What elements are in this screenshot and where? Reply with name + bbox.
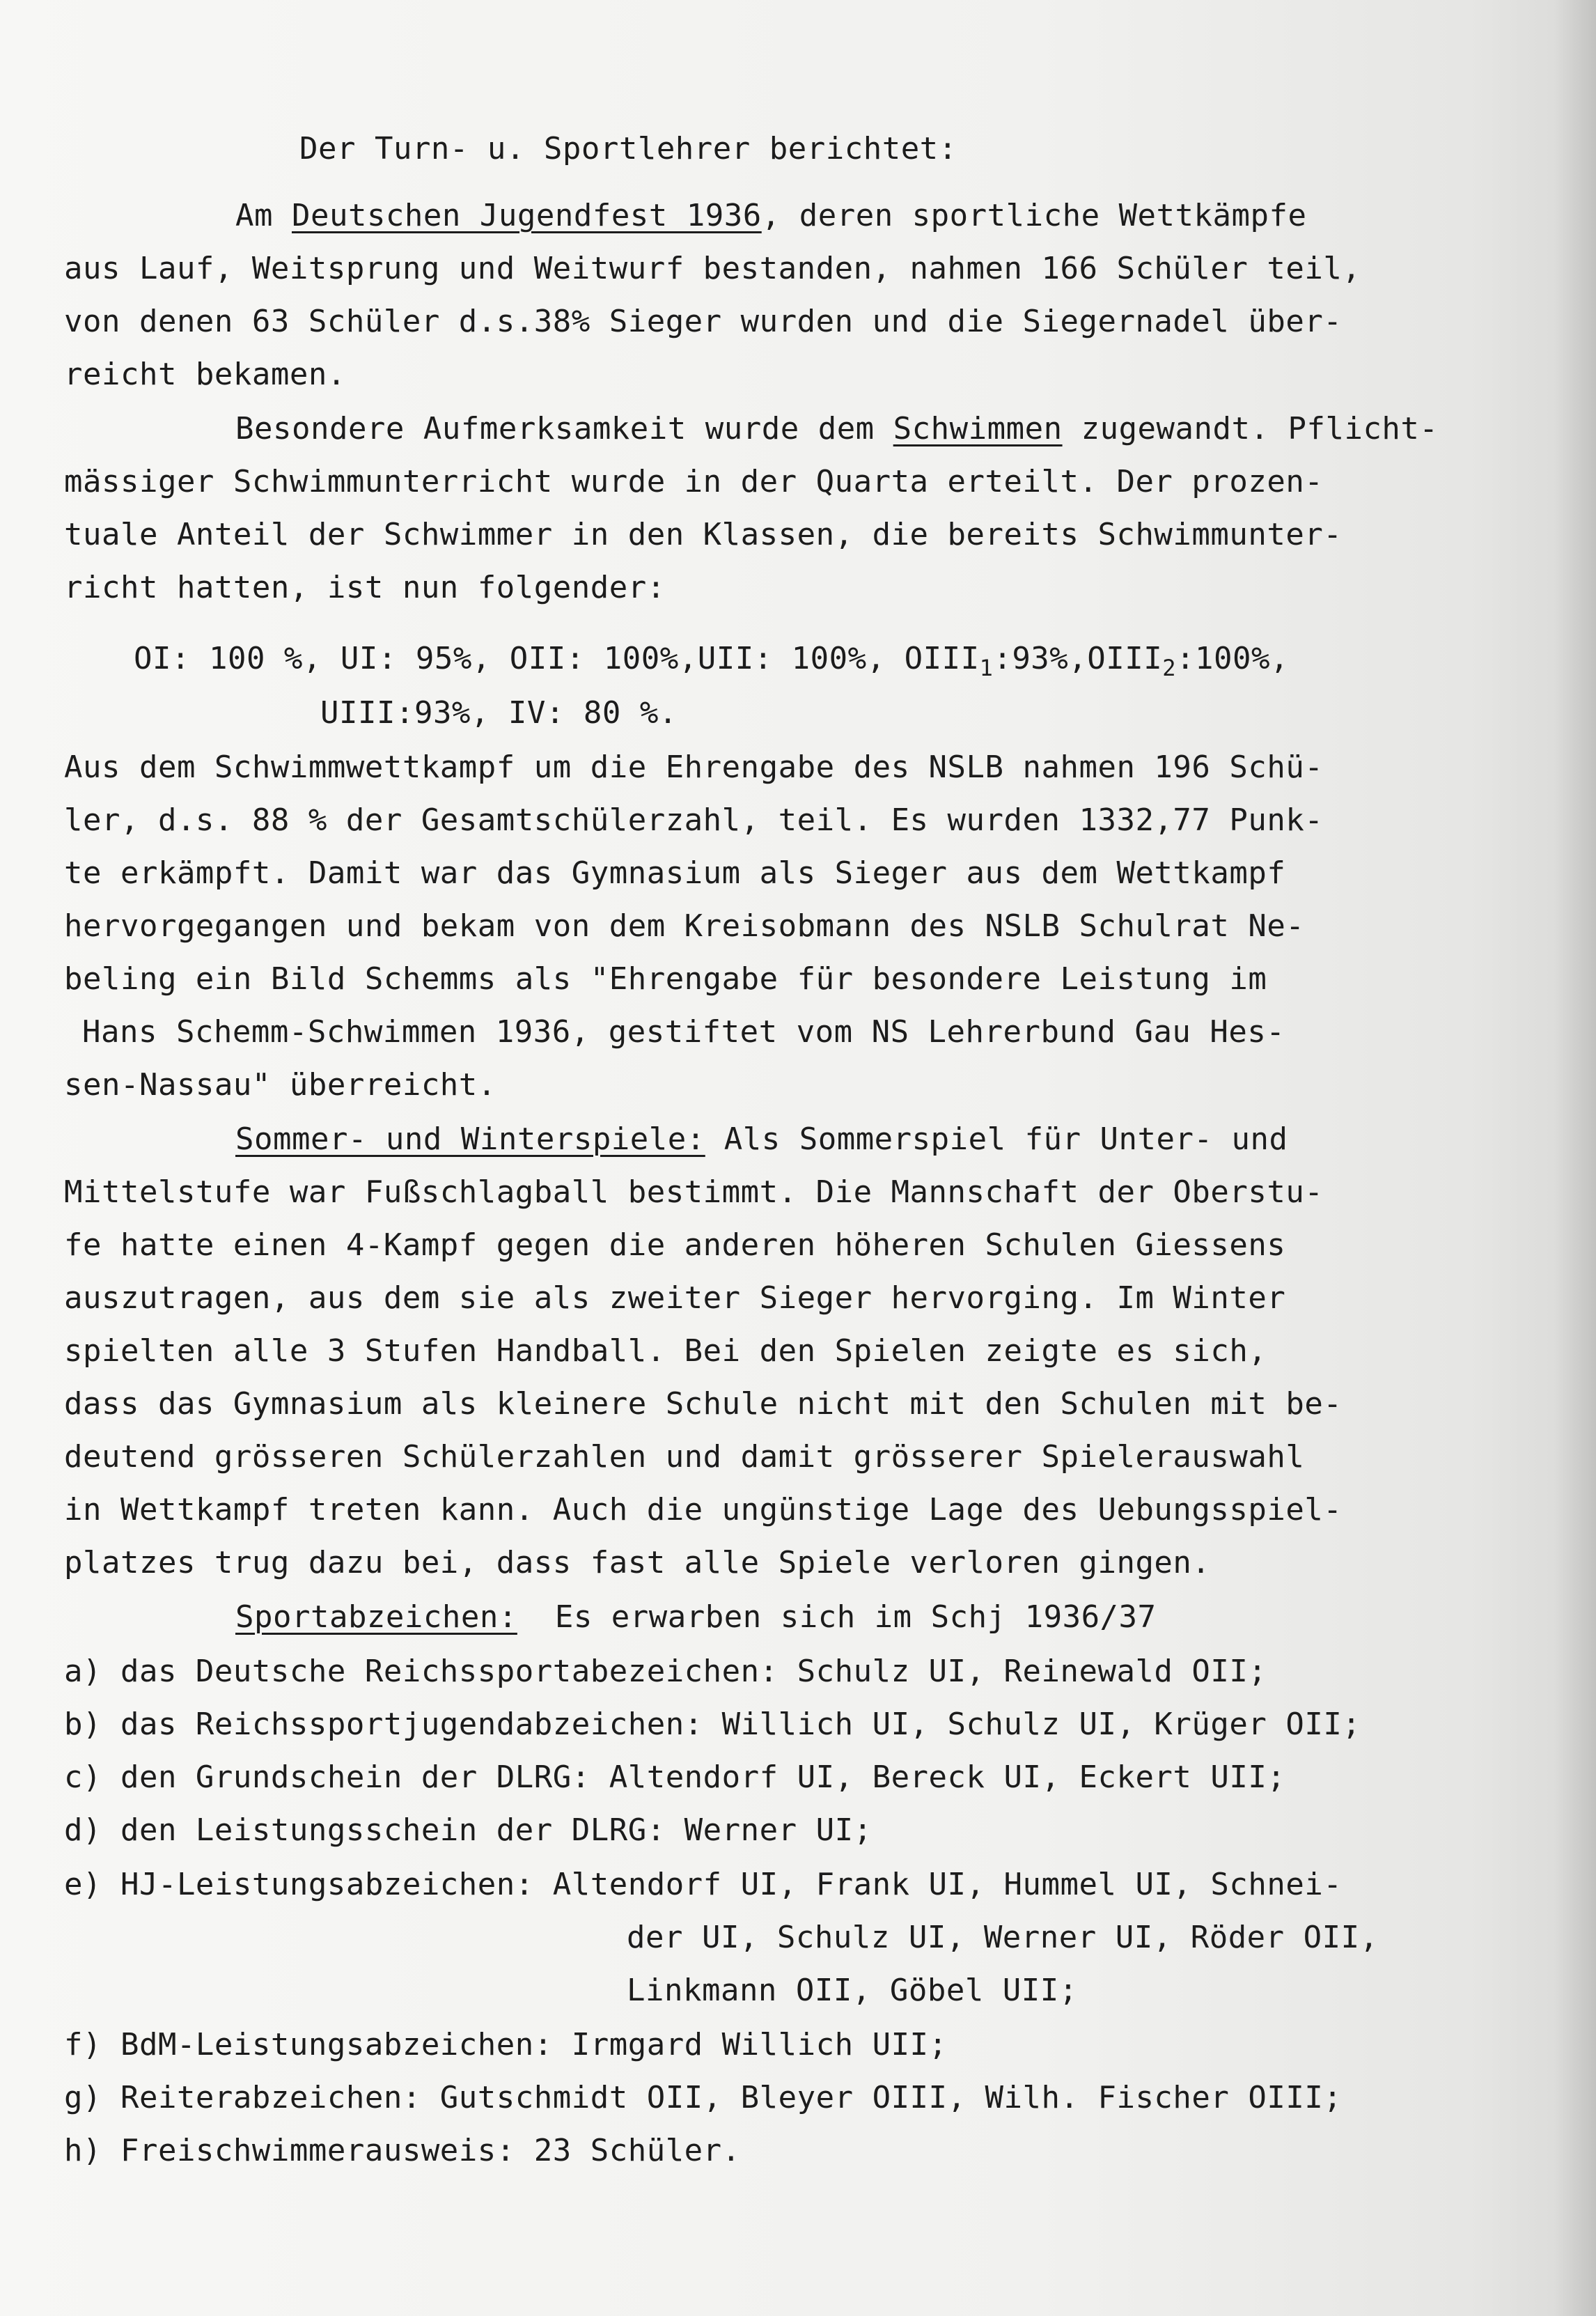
swim-percentages-line-2: UIII:93%, IV: 80 %.: [320, 695, 678, 731]
paragraph-2-line-1: Besondere Aufmerksamkeit wurde dem Schwimmen zugewandt. Pflicht-: [235, 411, 1439, 446]
paragraph-4-line-3: fe hatte einen 4-Kampf gegen die anderen höheren Schulen Giessens: [64, 1227, 1286, 1263]
paragraph-4-line-1: Sommer- und Winterspiele: Als Sommerspiel für Unter- und: [235, 1121, 1288, 1157]
list-item-h: h) Freischwimmerausweis: 23 Schüler.: [64, 2133, 741, 2168]
paragraph-3-line-2: ler, d.s. 88 % der Gesamtschülerzahl, teil. Es wurden 1332,77 Punk-: [64, 802, 1324, 838]
swim-percentages-line-1: OI: 100 %, UI: 95%, OII: 100%,UII: 100%, $OIII_1:93\%,OIII_2:100\%$,: [134, 641, 1289, 681]
list-item-d: d) den Leistungsschein der DLRG: Werner UI;: [64, 1812, 873, 1848]
sportabzeichen-underline: Sportabzeichen:: [235, 1599, 517, 1635]
paragraph-3-line-7: sen-Nassau" überreicht.: [64, 1067, 496, 1103]
page-edge-shadow: [1554, 0, 1596, 2316]
jugendfest-underline: Deutschen Jugendfest 1936: [291, 198, 762, 233]
paragraph-4-line-7: deutend grösseren Schülerzahlen und damit grösserer Spielerauswahl: [64, 1439, 1305, 1475]
list-item-b: b) das Reichssportjugendabzeichen: Willich UI, Schulz UI, Krüger OII;: [64, 1707, 1361, 1742]
list-item-e: e) HJ-Leistungsabzeichen: Altendorf UI, Frank UI, Hummel UI, Schnei-: [64, 1867, 1343, 1902]
paragraph-4-line-8: in Wettkampf treten kann. Auch die ungünstige Lage des Uebungsspiel-: [64, 1492, 1343, 1528]
paragraph-1-line-2: aus Lauf, Weitsprung und Weitwurf bestanden, nahmen 166 Schüler teil,: [64, 251, 1361, 286]
paragraph-4-line-4: auszutragen, aus dem sie als zweiter Sieger hervorging. Im Winter: [64, 1280, 1286, 1316]
list-item-f: f) BdM-Leistungsabzeichen: Irmgard Willich UII;: [64, 2027, 948, 2062]
paragraph-1-line-1: Am Deutschen Jugendfest 1936, deren sportliche Wettkämpfe: [235, 198, 1307, 233]
paragraph-4-line-6: dass das Gymnasium als kleinere Schule nicht mit den Schulen mit be-: [64, 1386, 1343, 1422]
paragraph-2-line-4: richt hatten, ist nun folgender:: [64, 570, 666, 605]
paragraph-2-line-3: tuale Anteil der Schwimmer in den Klassen, die bereits Schwimmunter-: [64, 517, 1343, 552]
schwimmen-underline: Schwimmen: [893, 411, 1063, 446]
list-item-g: g) Reiterabzeichen: Gutschmidt OII, Bleyer OIII, Wilh. Fischer OIII;: [64, 2080, 1343, 2115]
paragraph-3-line-3: te erkämpft. Damit war das Gymnasium als Sieger aus dem Wettkampf: [64, 855, 1286, 891]
paragraph-1-line-4: reicht bekamen.: [64, 357, 346, 392]
paragraph-3-line-4: hervorgegangen und bekam von dem Kreisobmann des NSLB Schulrat Ne-: [64, 908, 1305, 944]
list-item-e-cont-1: der UI, Schulz UI, Werner UI, Röder OII,: [627, 1920, 1379, 1955]
paragraph-2-line-2: mässiger Schwimmunterricht wurde in der Quarta erteilt. Der prozen-: [64, 464, 1324, 499]
report-heading: Der Turn- u. Sportlehrer berichtet:: [299, 131, 957, 166]
list-item-c: c) den Grundschein der DLRG: Altendorf UI, Bereck UI, Eckert UII;: [64, 1759, 1286, 1795]
paragraph-5-line-1: Sportabzeichen: Es erwarben sich im Schj 1936/37: [235, 1599, 1157, 1635]
list-item-a: a) das Deutsche Reichssportabezeichen: Schulz UI, Reinewald OII;: [64, 1654, 1267, 1689]
paragraph-3-line-1: Aus dem Schwimmwettkampf um die Ehrengabe des NSLB nahmen 196 Schü-: [64, 749, 1324, 785]
list-item-e-cont-2: Linkmann OII, Göbel UII;: [627, 1973, 1078, 2008]
paragraph-4-line-5: spielten alle 3 Stufen Handball. Bei den Spielen zeigte es sich,: [64, 1333, 1267, 1369]
spiele-underline: Sommer- und Winterspiele:: [235, 1121, 705, 1157]
paragraph-4-line-2: Mittelstufe war Fußschlagball bestimmt. Die Mannschaft der Oberstu-: [64, 1174, 1324, 1210]
paragraph-3-line-5: beling ein Bild Schemms als "Ehrengabe für besondere Leistung im: [64, 961, 1267, 997]
paragraph-4-line-9: platzes trug dazu bei, dass fast alle Spiele verloren gingen.: [64, 1545, 1211, 1580]
paragraph-3-line-6: Hans Schemm-Schwimmen 1936, gestiftet vom NS Lehrerbund Gau Hes-: [82, 1014, 1285, 1050]
paragraph-1-line-3: von denen 63 Schüler d.s.38% Sieger wurden und die Siegernadel über-: [64, 304, 1343, 339]
